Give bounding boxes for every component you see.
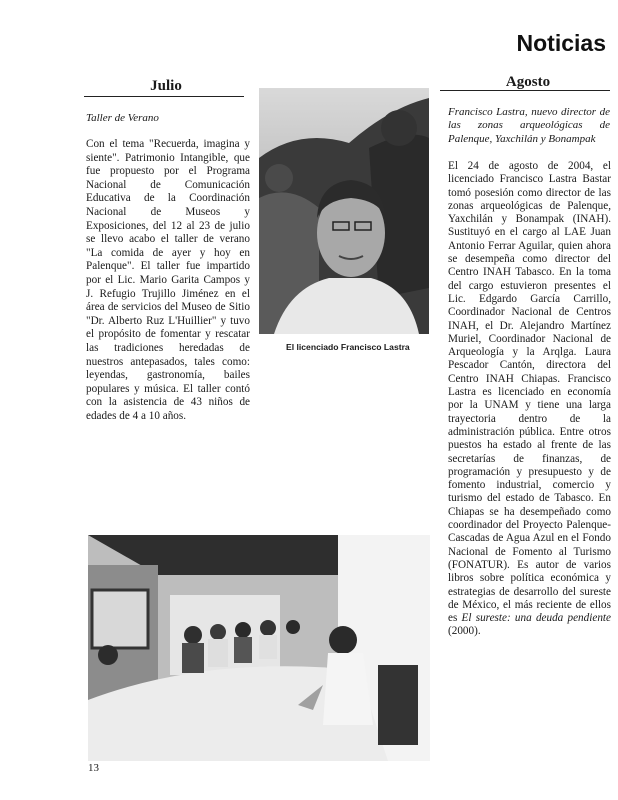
portrait-photo xyxy=(259,88,429,334)
workshop-photo xyxy=(88,535,430,761)
julio-heading xyxy=(84,78,248,95)
agosto-body-end: (2000). xyxy=(448,625,481,638)
agosto-body-main: El 24 de agosto de 2004, el licenciado Francisco Lastra Bastar tomó posesión como director de las zonas arqueológicas de Palenque, Yaxchilán y Bonampak (INAH). Sustituyó en el cargo al LAE Juan Antonio Ferrar Aguilar, quien ahora se desempeña como director del Centro INAH Tabasco. En la toma del cargo estuvieron presentes el Lic. Edgardo García Carrillo, Coordinador Nacional de Centros INAH, el Dr. Alejandro Martínez Muriel, Coordinador Nacional de Arqueología y la Arqlga. Laura Pescador Cantón, directora del Centro INAH Chiapas. Francisco Lastra es licenciado en economía por la UNAM y tiene una larga trayectoria dentro de la administración pública. Entre otros puestos ha estado al frente de las secretarías de finanzas, de programación y presupuesto y de fomento industrial, comercio y turismo del estado de Tabasco. En Chiapas se ha desempeñado como coordinador del Proyecto Palenque-Cascadas de Agua Azul en el Fondo Nacional de Fomento al Turismo (FONATUR). Es autor de varios libros sobre política económica y estrategias de desarrollo del sureste de México, el más reciente de ellos es xyxy=(448,160,611,625)
portrait-photo-image xyxy=(259,88,429,334)
julio-body: Con el tema "Recuerda, imagina y siente". Patrimonio Intangible, que fue propuesto por el Programa Nacional de Comunicación Educativa de la Coordinación Nacional de Museos y Exposiciones, del 12 al 23 de julio se llevo acabo el taller de verano "La comida de ayer y hoy en Palenque". El taller fue impartido por el Lic. Mario Garita Campos y J. Refugio Trujillo Jiménez en el área de servicios del Museo de Sitio "Dr. Alberto Ruz L'Huillier" y tuvo el propósito de fomentar y rescatar las tradiciones heredadas de nuestros antepasados, tales como: leyendas, gastronomía, bailes populares y música. El taller contó con la asistencia de 43 niños de edades de 4 a 10 años. xyxy=(86,138,250,422)
book-title: El sureste: una deuda pendiente xyxy=(461,612,611,625)
agosto-heading-text: Agosto xyxy=(505,74,551,90)
agosto-heading xyxy=(440,74,616,91)
agosto-heading-rule xyxy=(440,90,610,91)
page-number: 13 xyxy=(88,762,99,774)
agosto-subheading: Francisco Lastra, nuevo director de las zonas arqueológicas de Palenque, Yaxchilán y Bonampak xyxy=(448,106,610,145)
agosto-body xyxy=(448,160,611,639)
julio-heading-rule xyxy=(84,96,244,97)
workshop-photo-image xyxy=(88,535,430,761)
portrait-caption: El licenciado Francisco Lastra xyxy=(286,342,410,352)
page-title: Noticias xyxy=(516,30,606,56)
julio-heading-text: Julio xyxy=(150,78,182,94)
julio-subheading: Taller de Verano xyxy=(86,112,159,124)
